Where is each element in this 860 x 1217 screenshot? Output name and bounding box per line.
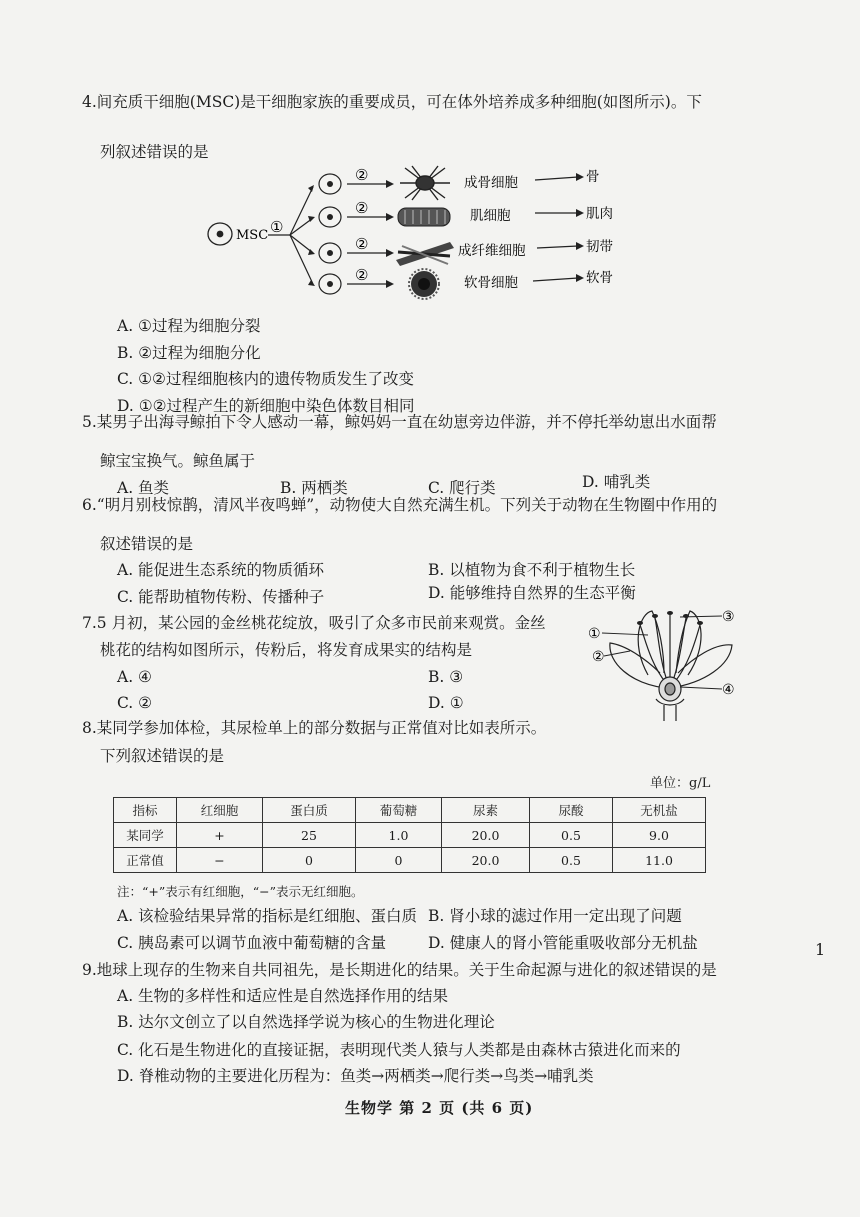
table-cell: 0 [356, 848, 442, 873]
flower-label-1: ① [588, 626, 601, 642]
table-row [114, 848, 706, 873]
q8-stem-line2: 下列叙述错误的是 [100, 747, 225, 765]
q8-option-c: C. 胰岛素可以调节血液中葡萄糖的含量 [117, 934, 387, 952]
q4-stem-line2: 列叙述错误的是 [100, 143, 209, 161]
q9-option-a: A. 生物的多样性和适应性是自然选择作用的结果 [117, 987, 449, 1005]
q9-option-c: C. 化石是生物进化的直接证据，表明现代类人猿与人类都是由森林古猿进化而来的 [117, 1041, 681, 1059]
table-header-row [114, 798, 706, 823]
q8-option-a: A. 该检验结果异常的指标是红细胞、蛋白质 [117, 907, 418, 925]
q5-option-c: C. 爬行类 [428, 479, 496, 497]
table-cell: − [177, 848, 263, 873]
q4-option-c: C. ①②过程细胞核内的遗传物质发生了改变 [117, 370, 414, 388]
table-row [114, 823, 706, 848]
table-cell: 9.0 [613, 823, 706, 848]
q7-option-b: B. ③ [428, 668, 464, 686]
header-cell: 蛋白质 [263, 798, 356, 823]
stem-cell-differentiation-diagram [200, 160, 620, 305]
step2-label-row4: ② [355, 266, 369, 284]
q5-stem-line1: 5.某男子出海寻鲸拍下令人感动一幕，鲸妈妈一直在幼崽旁边伴游，并不停托举幼崽出水面帮 [82, 413, 717, 431]
cell-name-2: 肌细胞 [470, 208, 511, 224]
table-cell: 0.5 [530, 848, 613, 873]
branch-arrows [290, 187, 313, 284]
table-cell: 11.0 [613, 848, 706, 873]
q7-stem-line2: 桃花的结构如图所示，传粉后，将发育成果实的结构是 [100, 641, 473, 659]
q6-option-d: D. 能够维持自然界的生态平衡 [428, 584, 636, 602]
header-cell: 红细胞 [177, 798, 263, 823]
q6-option-c: C. 能帮助植物传粉、传播种子 [117, 588, 325, 606]
page-footer: 生物学 第 2 页 (共 6 页) [345, 1099, 534, 1117]
q5-option-a: A. 鱼类 [117, 479, 170, 497]
q7-option-d: D. ① [428, 694, 464, 712]
q4-option-a: A. ①过程为细胞分裂 [117, 317, 261, 335]
step1-label: ① [270, 218, 284, 236]
q9-option-b: B. 达尔文创立了以自然选择学说为核心的生物进化理论 [117, 1013, 495, 1031]
q5-stem-line2: 鲸宝宝换气。鲸鱼属于 [100, 452, 256, 470]
q8-option-d: D. 健康人的肾小管能重吸收部分无机盐 [428, 934, 698, 952]
q8-option-b: B. 肾小球的滤过作用一定出现了问题 [428, 907, 682, 925]
table-cell: 20.0 [442, 848, 530, 873]
step2-label-row3: ② [355, 235, 369, 253]
step2-label-row1: ② [355, 166, 369, 184]
product-1: 骨 [586, 169, 600, 185]
q7-option-a: A. ④ [117, 668, 152, 686]
table-cell: 0.5 [530, 823, 613, 848]
table-cell: 0 [263, 848, 356, 873]
q6-stem-line2: 叙述错误的是 [100, 535, 194, 553]
product-3: 韧带 [586, 239, 613, 255]
table-cell: 某同学 [114, 823, 177, 848]
q8-note: 注：“+”表示有红细胞，“−”表示无红细胞。 [117, 884, 364, 899]
q9-option-d: D. 脊椎动物的主要进化历程为：鱼类→两栖类→爬行类→鸟类→哺乳类 [117, 1067, 594, 1085]
product-2: 肌肉 [586, 206, 613, 222]
flower-structure-diagram [590, 603, 750, 723]
flower-label-2: ② [592, 649, 605, 665]
q4-option-d: D. ①②过程产生的新细胞中染色体数目相同 [117, 397, 415, 415]
q7-stem-line1: 7.5 月初，某公园的金丝桃花绽放，吸引了众多市民前来观赏。金丝 [82, 614, 546, 632]
q6-stem-line1: 6.“明月别枝惊鹊，清风半夜鸣蝉”，动物使大自然充满生机。下列关于动物在生物圈中作用的 [82, 496, 718, 514]
header-cell: 无机盐 [613, 798, 706, 823]
cell-name-3: 成纤维细胞 [458, 243, 526, 259]
q8-stem-line1: 8.某同学参加体检，其尿检单上的部分数据与正常值对比如表所示。 [82, 719, 547, 737]
q7-option-c: C. ② [117, 694, 153, 712]
header-cell: 葡萄糖 [356, 798, 442, 823]
msc-label: MSC [236, 228, 269, 243]
q8-unit: 单位：g/L [650, 776, 711, 791]
flower-label-3: ③ [722, 609, 735, 625]
table-cell: 20.0 [442, 823, 530, 848]
urine-test-table [113, 797, 706, 873]
q9-stem: 9.地球上现存的生物来自共同祖先，是长期进化的结果。关于生命起源与进化的叙述错误的是 [82, 961, 717, 979]
table-cell: 正常值 [114, 848, 177, 873]
table-cell: 25 [263, 823, 356, 848]
daughter-cell-icons [319, 174, 341, 294]
chondrocyte-icon [409, 269, 439, 299]
muscle-cell-icon [398, 208, 450, 226]
product-4: 软骨 [586, 270, 613, 286]
q4-option-b: B. ②过程为细胞分化 [117, 344, 261, 362]
header-cell: 指标 [114, 798, 177, 823]
side-page-number: 1 [815, 940, 826, 959]
q6-option-b: B. 以植物为食不利于植物生长 [428, 561, 636, 579]
msc-cell-icon [208, 223, 232, 245]
step2-label-row2: ② [355, 199, 369, 217]
cell-name-4: 软骨细胞 [464, 275, 518, 291]
osteoblast-icon [400, 166, 450, 200]
cell-name-1: 成骨细胞 [464, 175, 518, 191]
table-cell: + [177, 823, 263, 848]
header-cell: 尿素 [442, 798, 530, 823]
header-cell: 尿酸 [530, 798, 613, 823]
q5-option-d: D. 哺乳类 [582, 473, 651, 491]
flower-label-4: ④ [722, 682, 735, 698]
q4-stem-line1: 4.间充质干细胞(MSC)是干细胞家族的重要成员，可在体外培养成多种细胞(如图所示)。下 [82, 93, 702, 111]
q5-option-b: B. 两栖类 [280, 479, 348, 497]
fibroblast-icon [396, 242, 454, 266]
q6-option-a: A. 能促进生态系统的物质循环 [117, 561, 325, 579]
table-cell: 1.0 [356, 823, 442, 848]
